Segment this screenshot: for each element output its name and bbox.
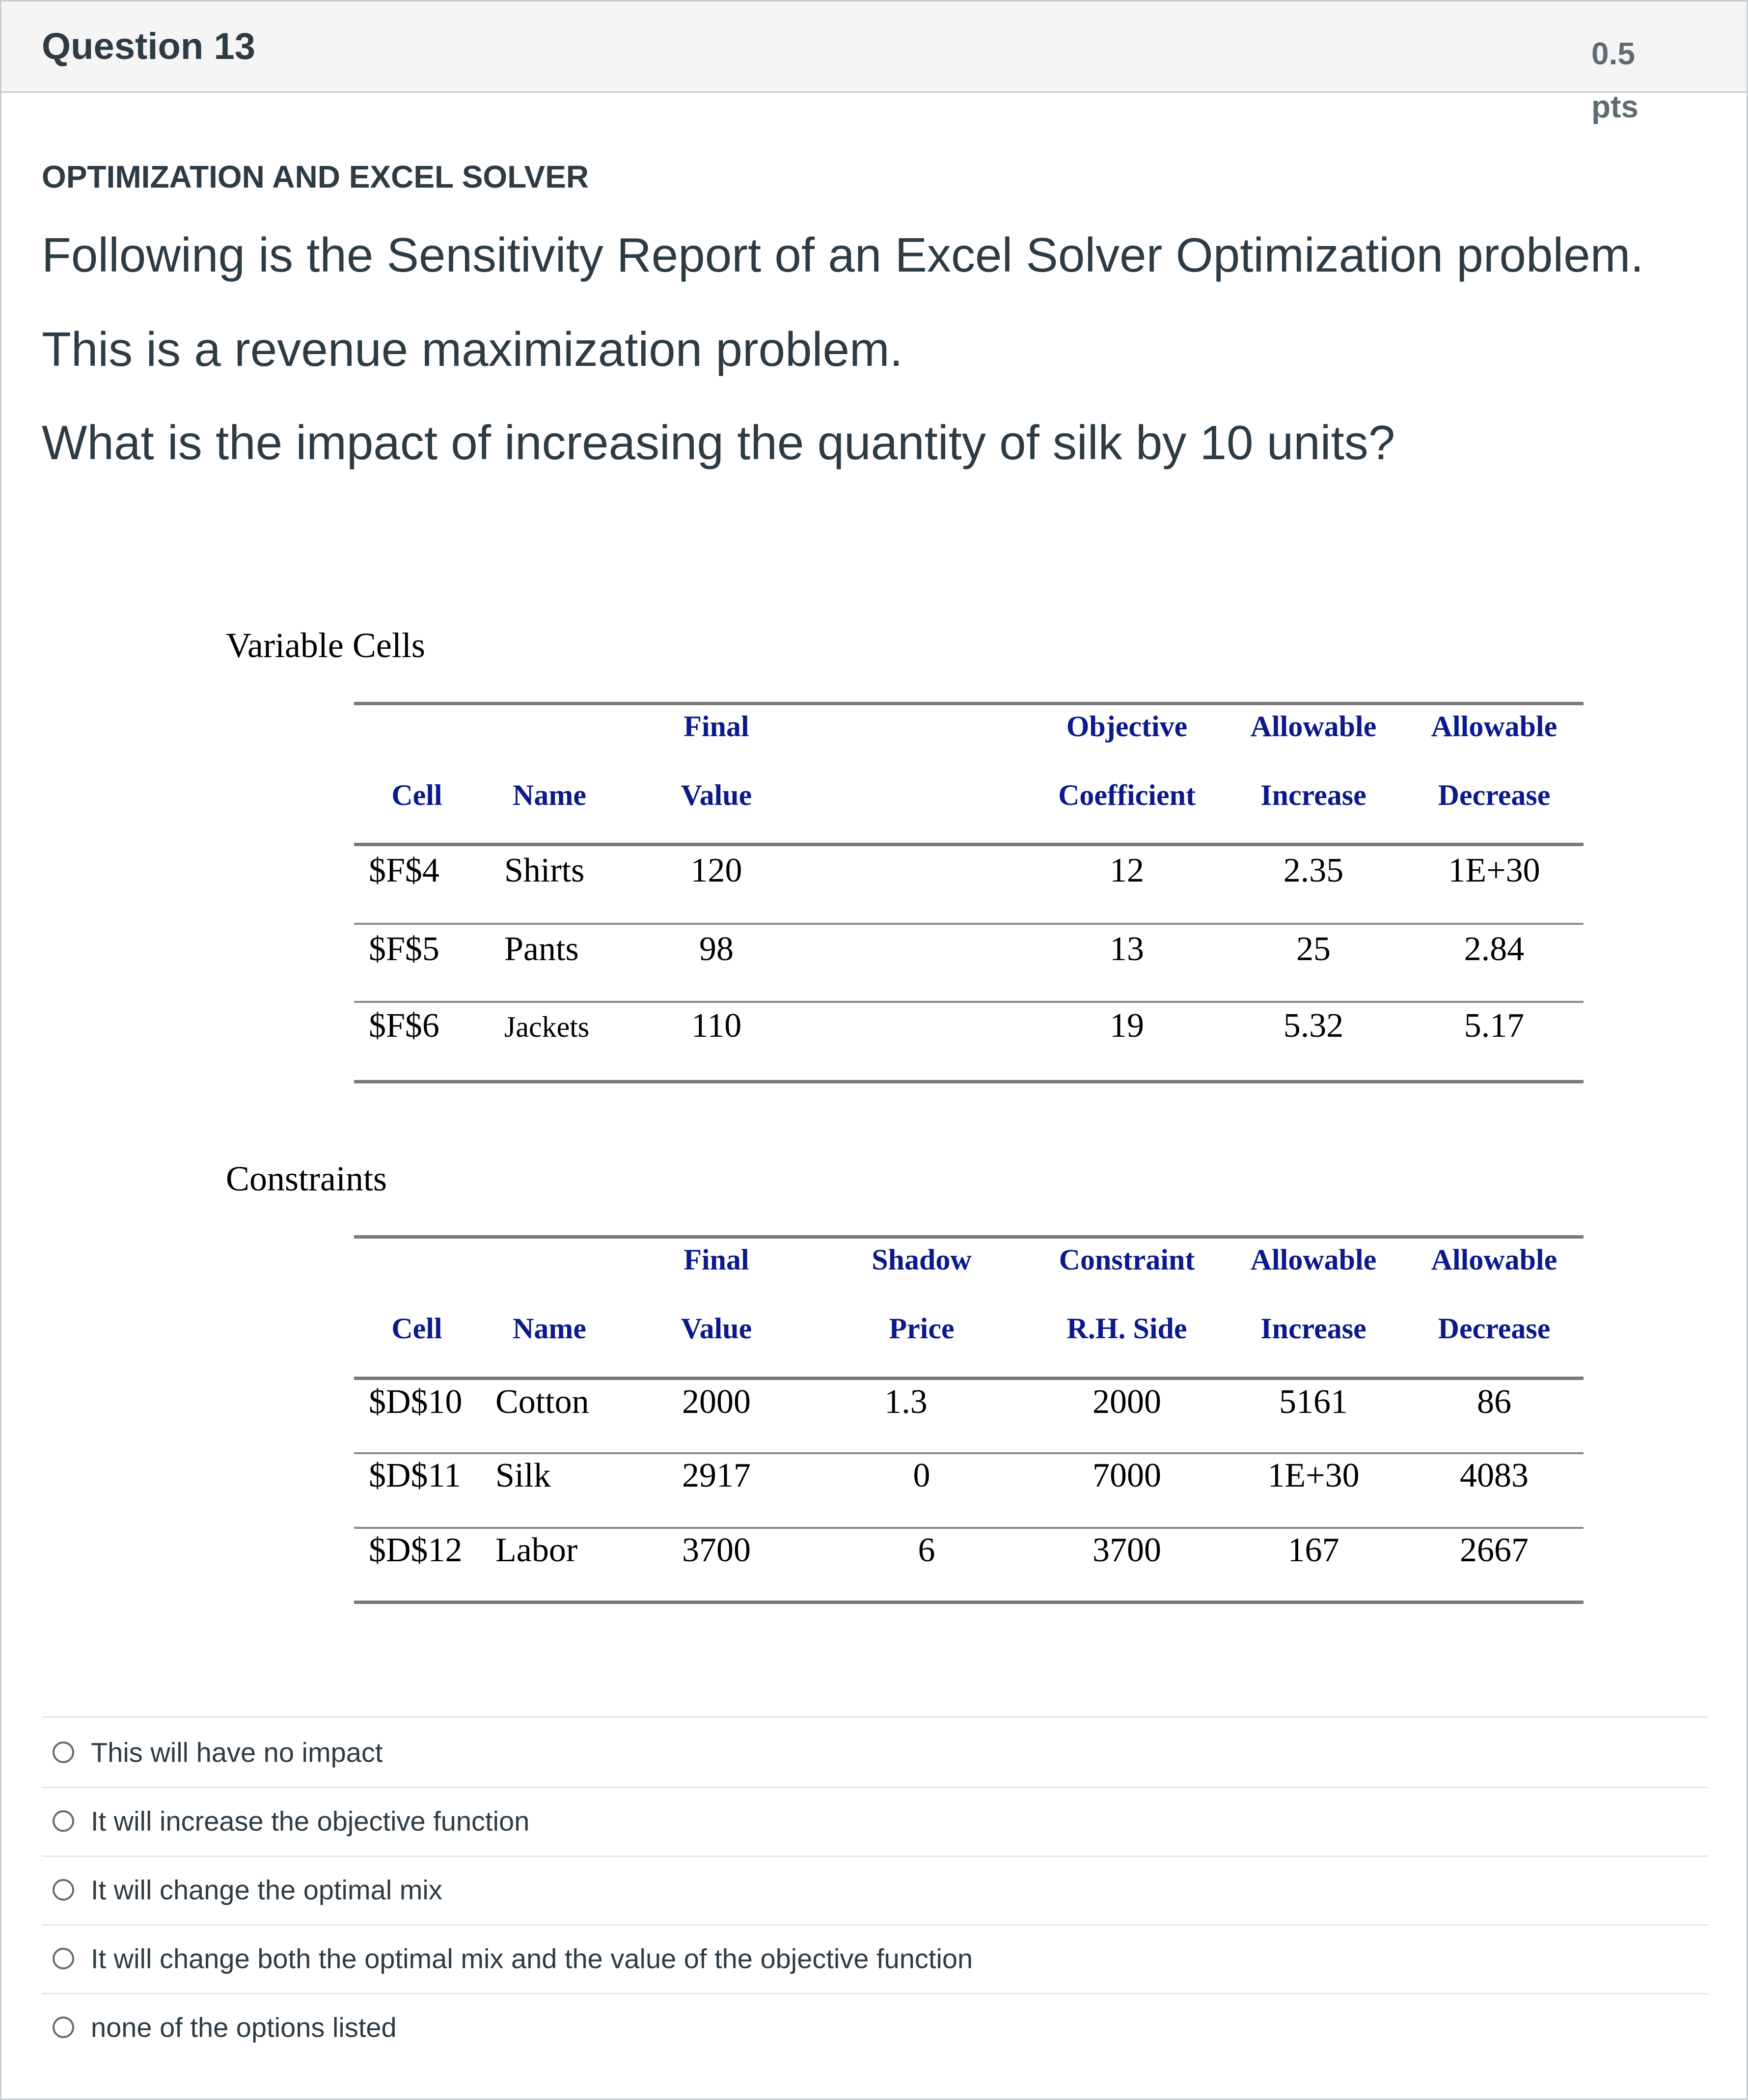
table-cell: Jackets bbox=[504, 1011, 590, 1043]
table-cell: 86 bbox=[1477, 1383, 1511, 1421]
column-header: Decrease bbox=[1438, 1312, 1551, 1345]
question-text-1: Following is the Sensitivity Report of an Excel Solver Optimization problem. bbox=[42, 228, 1644, 282]
table-cell: 0 bbox=[913, 1457, 930, 1494]
table-cell: 25 bbox=[1296, 930, 1331, 968]
column-header: Cell bbox=[391, 779, 442, 811]
question-text-2: This is a revenue maximization problem. bbox=[42, 322, 903, 376]
radio-button[interactable] bbox=[53, 1948, 74, 1969]
answer-option[interactable] bbox=[42, 1993, 1708, 2062]
table-cell: 1.3 bbox=[884, 1383, 928, 1421]
table-cell: 2.35 bbox=[1283, 852, 1344, 889]
table-cell: 5161 bbox=[1279, 1383, 1348, 1421]
table-rule bbox=[354, 1377, 1584, 1380]
points-value: 0.5 bbox=[1591, 36, 1635, 71]
table-cell: 2000 bbox=[682, 1383, 751, 1421]
answer-label: It will change both the optimal mix and the value of the objective function bbox=[91, 1943, 973, 1974]
table-rule bbox=[354, 1001, 1584, 1003]
question-header bbox=[1, 1, 1747, 124]
answer-label: none of the options listed bbox=[91, 2012, 397, 2043]
table-cell: 110 bbox=[691, 1007, 742, 1045]
column-header: R.H. Side bbox=[1066, 1312, 1187, 1345]
column-header: Increase bbox=[1260, 1312, 1366, 1345]
answer-label: It will increase the objective function bbox=[91, 1805, 530, 1837]
table-cell: 2667 bbox=[1460, 1531, 1529, 1569]
answer-option[interactable] bbox=[42, 1787, 1708, 1857]
table-cell: 2917 bbox=[682, 1457, 751, 1494]
answer-option[interactable] bbox=[42, 1718, 1708, 1788]
constraints-label: Constraints bbox=[226, 1159, 387, 1198]
table-cell: Shirts bbox=[504, 852, 585, 889]
answer-label: It will change the optimal mix bbox=[91, 1874, 442, 1906]
points-label bbox=[1591, 27, 1665, 133]
table-cell: $D$12 bbox=[369, 1531, 463, 1569]
table-rule bbox=[354, 843, 1584, 846]
table-rule bbox=[354, 1080, 1584, 1083]
table-cell: 19 bbox=[1110, 1007, 1144, 1045]
column-header: Objective bbox=[1066, 710, 1188, 743]
column-header: Name bbox=[513, 779, 586, 811]
table-cell: Labor bbox=[495, 1531, 578, 1569]
table-cell: Cotton bbox=[495, 1383, 589, 1421]
table-cell: 2000 bbox=[1092, 1383, 1161, 1421]
table-cell: 13 bbox=[1110, 930, 1144, 968]
radio-button[interactable] bbox=[53, 1810, 74, 1832]
column-header: Allowable bbox=[1431, 1243, 1557, 1276]
table-cell: 5.17 bbox=[1464, 1007, 1525, 1045]
question-text-3: What is the impact of increasing the quantity of silk by 10 units? bbox=[42, 415, 1395, 470]
answer-option[interactable] bbox=[42, 1924, 1708, 1994]
variable-cells-label: Variable Cells bbox=[226, 626, 425, 665]
table-cell: $F$4 bbox=[369, 852, 439, 889]
table-cell: Silk bbox=[495, 1457, 551, 1494]
question-title: Question 13 bbox=[42, 26, 255, 67]
column-header: Price bbox=[889, 1312, 955, 1345]
column-header: Value bbox=[681, 1312, 752, 1345]
table-cell: Pants bbox=[504, 930, 579, 968]
column-header: Increase bbox=[1260, 779, 1366, 811]
table-cell: 3700 bbox=[1092, 1531, 1161, 1569]
table-cell: 167 bbox=[1287, 1531, 1339, 1569]
radio-button[interactable] bbox=[53, 2017, 74, 2038]
column-header: Name bbox=[513, 1312, 586, 1345]
column-header: Final bbox=[683, 710, 749, 743]
table-cell: $D$11 bbox=[369, 1457, 461, 1494]
column-header: Decrease bbox=[1438, 779, 1551, 811]
column-header: Shadow bbox=[872, 1243, 972, 1276]
radio-button[interactable] bbox=[53, 1741, 74, 1763]
table-cell: 2.84 bbox=[1464, 930, 1525, 968]
column-header: Constraint bbox=[1059, 1243, 1195, 1276]
table-rule bbox=[354, 1452, 1584, 1454]
table-rule bbox=[354, 1601, 1584, 1604]
column-header: Final bbox=[683, 1243, 749, 1276]
column-header: Allowable bbox=[1431, 710, 1557, 743]
table-cell: 7000 bbox=[1092, 1457, 1161, 1494]
table-cell: $D$10 bbox=[369, 1383, 463, 1421]
column-header: Coefficient bbox=[1058, 779, 1196, 811]
table-cell: 6 bbox=[918, 1531, 935, 1569]
table-cell: $F$6 bbox=[369, 1007, 439, 1045]
column-header: Allowable bbox=[1250, 1243, 1377, 1276]
table-rule bbox=[354, 702, 1584, 705]
table-rule bbox=[354, 1527, 1584, 1529]
table-rule bbox=[354, 1235, 1584, 1239]
table-rule bbox=[354, 923, 1584, 925]
question-heading: OPTIMIZATION AND EXCEL SOLVER bbox=[42, 159, 589, 194]
column-header: Cell bbox=[391, 1312, 442, 1345]
radio-button[interactable] bbox=[53, 1879, 74, 1901]
table-cell: 12 bbox=[1110, 852, 1144, 889]
table-cell: $F$5 bbox=[369, 930, 439, 968]
points-unit: pts bbox=[1591, 89, 1639, 124]
column-header: Allowable bbox=[1250, 710, 1377, 743]
column-header: Value bbox=[681, 779, 752, 811]
table-cell: 1E+30 bbox=[1267, 1457, 1360, 1494]
answer-option[interactable] bbox=[42, 1855, 1708, 1926]
table-cell: 1E+30 bbox=[1448, 852, 1540, 889]
table-cell: 98 bbox=[699, 930, 734, 968]
answer-label: This will have no impact bbox=[91, 1737, 383, 1768]
table-cell: 4083 bbox=[1460, 1457, 1529, 1494]
table-cell: 3700 bbox=[682, 1531, 751, 1569]
table-cell: 120 bbox=[690, 852, 742, 889]
table-cell: 5.32 bbox=[1283, 1007, 1344, 1045]
